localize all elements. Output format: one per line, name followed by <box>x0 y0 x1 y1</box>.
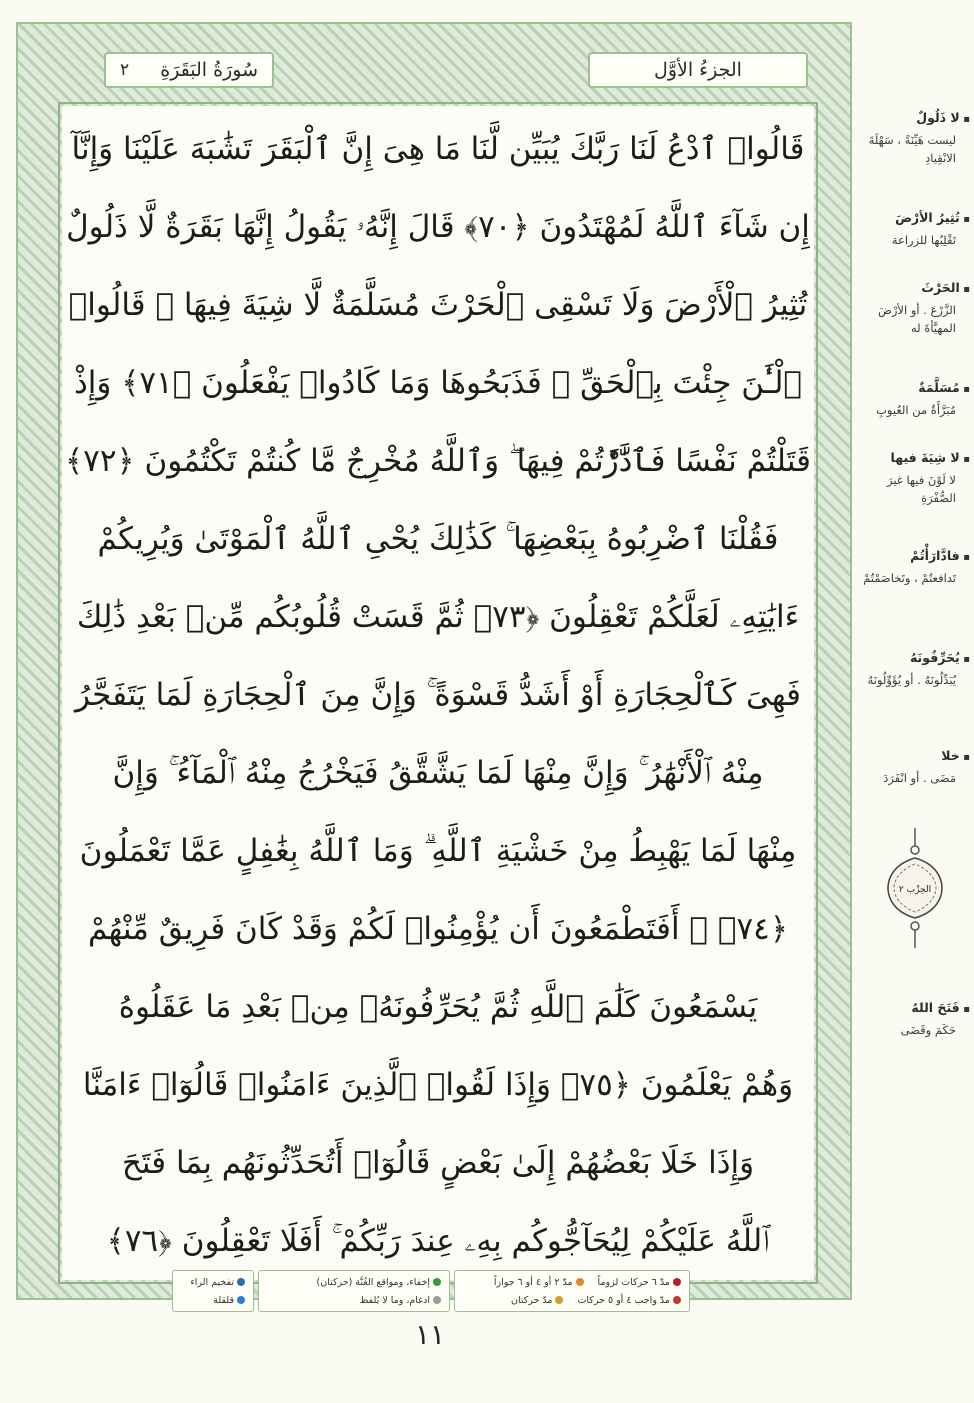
surah-number: ٢ <box>120 60 130 80</box>
gloss-entry: ▪ مُسَلَّمَةٌ مُبَرَّأَةٌ من العُيوبِ <box>852 380 970 419</box>
gloss-entry: ▪ لا شِيَةَ فيها لا لَوْنَ فيها غيرَ الصُّفْرَةِ <box>852 450 970 508</box>
hizb-ornament-icon <box>884 828 946 948</box>
legend-item: تفخيم الراء <box>190 1277 245 1288</box>
verse-line: مِنْهُ ٱلْأَنْهَٰرُ ۚ وَإِنَّ مِنْهَا لَمَا يَشَّقَّقُ فَيَخْرُجُ مِنْهُ ٱلْمَآءُ ۚ وَإِنَّ <box>112 755 764 791</box>
gloss-entry: ▪ لا ذَلُولٌ ليست هَيِّنَةً ، سَهْلَةَ الانْقِيادِ <box>852 110 970 168</box>
legend-item: مدّ واجب ٤ أو ٥ حركات <box>577 1295 681 1306</box>
gloss-entry: ▪ الحَرْثَ الزَّرْعَ . أو الأرْضَ المهيَّأةَ له <box>852 280 970 338</box>
gloss-entry: ▪ يُحَرِّفُونَهُ يُبَدِّلُونَهُ . أو يُؤَوِّلُونَهُ <box>852 650 970 689</box>
page-frame <box>16 22 852 1300</box>
legend-item: مدّ حركتان <box>511 1295 563 1306</box>
surah-name: سُورَةُ البَقَرَةِ <box>160 59 258 81</box>
verse-line: وَهُمْ يَعْلَمُونَ ﴿٧٥﴾ وَإِذَا لَقُوا۟ ٱلَّذِينَ ءَامَنُوا۟ قَالُوٓا۟ ءَامَنَّا <box>82 1067 794 1103</box>
verse-line: يَسْمَعُونَ كَلَٰمَ ٱللَّهِ ثُمَّ يُحَرِّفُونَهُۥ مِنۢ بَعْدِ مَا عَقَلُوهُ <box>118 989 758 1025</box>
color-swatch-icon <box>433 1296 441 1304</box>
verse-line: فَقُلْنَا ٱضْرِبُوهُ بِبَعْضِهَا ۚ كَذَٰلِكَ يُحْىِ ٱللَّهُ ٱلْمَوْتَىٰ وَيُرِيكُمْ <box>97 521 779 557</box>
legend-tafkhim <box>172 1270 254 1312</box>
verse-line: ٱللَّهُ عَلَيْكُمْ لِيُحَآجُّوكُم بِهِۦ عِندَ رَبِّكُمْ ۚ أَفَلَا تَعْقِلُونَ ﴿٧٦﴾ <box>106 1223 770 1259</box>
legend-item: مدّ ٢ أو ٤ أو ٦ جوازاً <box>494 1277 584 1288</box>
verse-line: وَإِذَا خَلَا بَعْضُهُمْ إِلَىٰ بَعْضٍ قَالُوٓا۟ أَتُحَدِّثُونَهُم بِمَا فَتَحَ <box>121 1145 755 1181</box>
verse-area <box>62 106 814 1280</box>
surah-header <box>104 52 274 88</box>
legend-item: ادغام، وما لا يُلفظ <box>360 1295 441 1306</box>
legend-item: قلقلة <box>213 1295 245 1306</box>
verse-line: فَهِىَ كَٱلْحِجَارَةِ أَوْ أَشَدُّ قَسْوَةً ۚ وَإِنَّ مِنَ ٱلْحِجَارَةِ لَمَا يَتَفَجَّرُ <box>74 677 802 713</box>
hizb-label: الحِزْب ٢ <box>898 885 932 895</box>
color-swatch-icon <box>433 1278 441 1286</box>
verse-line: ﴿٧٤﴾ ۞ أَفَتَطْمَعُونَ أَن يُؤْمِنُوا۟ لَكُمْ وَقَدْ كَانَ فَرِيقٌ مِّنْهُمْ <box>88 911 788 947</box>
color-swatch-icon <box>555 1296 563 1304</box>
verse-line: قَتَلْتُمْ نَفْسًا فَٱدَّٰرَْٰٔتُمْ فِيهَا ۖ وَٱللَّهُ مُخْرِجٌ مَّا كُنتُمْ تَكْتُمُونَ ﴿٧٢﴾ <box>65 443 811 479</box>
color-swatch-icon <box>237 1278 245 1286</box>
legend-item: إخفاء، ومواقع الغُنَّة (حركتان) <box>317 1277 442 1288</box>
color-swatch-icon <box>576 1278 584 1286</box>
verse-line: قَالُوا۟ ٱدْعُ لَنَا رَبَّكَ يُبَيِّن لَّنَا مَا هِىَ إِنَّ ٱلْبَقَرَ تَشَٰبَهَ عَلَيْنَا وَإِنَّآ <box>71 131 805 167</box>
verse-line: ءَايَٰتِهِۦ لَعَلَّكُمْ تَعْقِلُونَ ﴿٧٣﴾ ثُمَّ قَسَتْ قُلُوبُكُم مِّنۢ بَعْدِ ذَٰلِكَ <box>76 599 800 635</box>
gloss-entry: ▪ فادَّارَأْتُمْ تَدافعتُمْ ، وتَخاصَمْتُمْ <box>852 548 970 587</box>
color-swatch-icon <box>673 1296 681 1304</box>
verse-line: ٱلْـَٰٔنَ جِئْتَ بِٱلْحَقِّ ۚ فَذَبَحُوهَا وَمَا كَادُوا۟ يَفْعَلُونَ ﴿٧١﴾ وَإِذْ <box>73 365 803 401</box>
gloss-entry: ▪ فَتَحَ اللهُ حَكَمَ وقَضَى <box>852 1000 970 1039</box>
verse-line: تُثِيرُ ٱلْأَرْضَ وَلَا تَسْقِى ٱلْحَرْثَ مُسَلَّمَةٌ لَّا شِيَةَ فِيهَا ۚ قَالُوا۟ <box>68 287 808 323</box>
legend-ghunna <box>258 1270 450 1312</box>
color-swatch-icon <box>237 1296 245 1304</box>
legend-item: مدّ ٦ حركات لزوماً <box>598 1277 681 1288</box>
verse-line: مِنْهَا لَمَا يَهْبِطُ مِنْ خَشْيَةِ ٱللَّهِ ۗ وَمَا ٱللَّهُ بِغَٰفِلٍ عَمَّا تَعْمَلُونَ <box>79 833 797 869</box>
juz-name: الجزءُ الأوَّل <box>654 59 742 81</box>
color-swatch-icon <box>673 1278 681 1286</box>
gloss-entry: ▪ تُثِيرُ الأرْضَ تَقْلِبُها للزراعة <box>852 210 970 249</box>
gloss-entry: ▪ خلا مَضَى . أو انْفَرَدَ <box>852 748 970 787</box>
verse-line: إِن شَآءَ ٱللَّهُ لَمُهْتَدُونَ ﴿٧٠﴾ قَالَ إِنَّهُۥ يَقُولُ إِنَّهَا بَقَرَةٌ لَّا ذَلُولٌ <box>66 209 810 245</box>
legend-madd <box>454 1270 690 1312</box>
page-number: ١١ <box>414 1318 446 1351</box>
juz-header <box>588 52 808 88</box>
